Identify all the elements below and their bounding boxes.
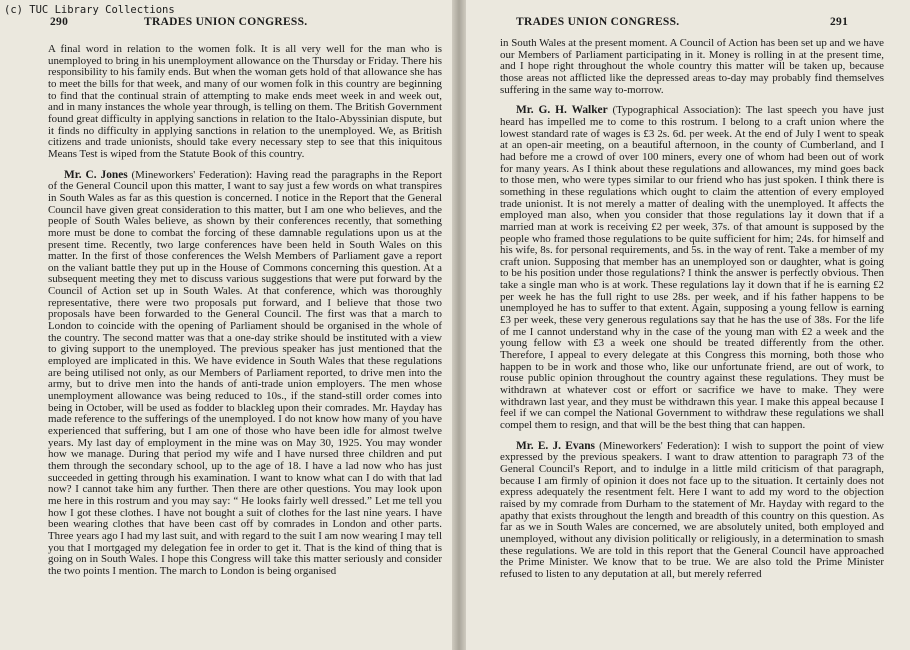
library-watermark: (c) TUC Library Collections — [4, 4, 175, 16]
paragraph — [48, 44, 442, 161]
running-head: TRADES UNION CONGRESS. — [516, 16, 680, 28]
paragraph-text: A final word in relation to the women folk. It is all very well for the man who is unemployed to bring in his unemployment allowance on the Thursday or Friday. There his responsibility to his family ends. But when the woman gets hold of that allowance she has to meet the bills for that week, and many of our women folk in this country are beginning to find that the continual strain of attempting to make ends meet week in and week out, and in many instances the whole year through, is telling on them. The British Government found great difficulty in applying sanctions in relation to the Italo-Abyssinian dispute, but it finds no difficulty in applying sanctions in relation to the unemployed. We, as British citizens and trade unionists, should take every necessary step to see that this iniquitous Means Test is wiped from the Statute Book of this country. — [48, 43, 442, 160]
right-page-text — [500, 38, 884, 581]
right-page — [466, 0, 910, 650]
book-gutter — [452, 0, 466, 650]
running-head: TRADES UNION CONGRESS. — [144, 16, 308, 28]
paragraph-text: (Mineworkers' Federation): Having read the paragraphs in the Report of the General Council upon this matter, I want to say just a few words on what transpires in South Wales as far as this question is concerned. I notice in the Report that the General Council have given great consideration to this matter, but I am one who believes, and the people of South Wales believe, as shown by their conferences recently, that something more must be done to combat the forcing of these damnable regulations upon us at the present time. Recently, two large conferences have been held in South Wales on this matter. In the first of those conferences the Welsh Members of Parliament gave a report on the valiant battle they put up in the House of Commons concerning this question. At a subsequent meeting they met to discuss various suggestions that were put forward by the Council of Action set up in South Wales. At that conference, which was thoroughly representative, there were two proposals put forward, and I believe that those two proposals have been forwarded to the General Council. The first was that a march to London to coincide with the opening of Parliament should be organised in the whole of the country. The second matter was that a one-day strike should be instituted with a view to giving support to the unemployed. The previous speaker has just mentioned that the employed are implicated in this. We have evidence in South Wales that these regulations are being utilised not only, as our Members of Parliament reported, to drive men into the army, but to drive men into the hands of anti-trade union employers. The men whose unemployment allowance was being reduced to 10s., if the stand-still order comes into being in October, will be used as fodder to blackleg upon their comrades. Mr. Hayday has made reference to the sufferings of the unemployed. I do not know how many of you have experienced that suffering, but I am one of those who have been idle for almost twelve years. My last day of employment in the mine was on May 30, 1925. You may wonder how we manage. During that period my wife and I have nursed three children and put them through the secondary school, up to the age of 18. I have a lad now who has just succeeded in getting through his examination. I want to know what can I do with that lad now? I cannot take him any further. Then there are other questions. You may look upon me here in this rostrum and you may say: “ He looks fairly well dressed.” Let me tell you how I got these clothes. I have not bought a suit of clothes for the last nine years. I have been wearing clothes that have been cast off by comrades in London and other parts. Three years ago I had my last suit, and with regard to the suit I am now wearing I may tell you that I mortgaged my delegation fee in order to get it. That is the kind of thing that is going on in South Wales. I hope this Congress will take this matter seriously and consider the two points I mention. The march to London is being organised — [48, 168, 443, 577]
speaker-name: Mr. E. J. Evans — [516, 439, 595, 452]
speaker-name: Mr. C. Jones — [64, 168, 128, 181]
paragraph — [500, 38, 884, 96]
speaker-name: Mr. G. H. Walker — [516, 104, 608, 117]
page-number: 290 — [50, 16, 69, 28]
paragraph-text: in South Wales at the present moment. A Council of Action has been set up and we have our Members of Parliament participating in it. Money is rolling in at the present time, and I hope right throughout the whole country this matter will be taken up, because those areas not afflicted like the depressed areas to-day may probably find themselves suffering in the same way to-morrow. — [500, 37, 884, 96]
left-page — [0, 0, 452, 650]
right-page-header — [466, 16, 910, 32]
paragraph — [500, 105, 884, 431]
paragraph-text: (Typographical Association): The last speech you have just heard has impelled me to come to this rostrum. I belong to a craft union where the lowest standard rate of wages is £3 2s. 6d. per week. At the end of July I went to speak at an open-air meeting, on a beautiful afternoon, in the county of Cumberland, and I had before me a crowd of over 100 miners, every one of whom had been out of work for many years. As I think about these regulations and allowances, my mind goes back to those men, who were types similar to our friend who has just spoken. I think there is something in these regulations which ought to claim the attention of every employed trade unionist. It is not merely a matter of dealing with the unemployed. It affects the employed man also, when you consider that those regulations lay it down that if a married man at work is receiving £2 per week, 37s. of that amount is supposed by the people who framed those regulations to be quite sufficient for him; 24s. for himself and his wife, 8s. for personal requirements, and 5s. in the way of rent. Take a member of my craft union. Supposing that member has an unemployed son or daughter, what is going to be his position under those regulations? I think the answer is perfectly obvious. Then take a single man who is at work. These regulations lay it down that if he is earning £2 per week he has the full right to use 28s. per week, and if his father happens to be unemployed he has to suffer to that extent. Again, supposing a young fellow is earning £3 per week, these very generous regulations say that he has the use of 38s. For the life of me I cannot understand why in the case of the young man with £2 a week and the young fellow with £3 a week one should be treated differently from the other. Therefore, I appeal to every delegate at this Congress this morning, both those who happen to be in work and those who, like our unfortunate friend, are out of work, to rouse public opinion throughout the country against these regulations. They must be withdrawn at whatever cost or effort or sacrifice we have to make. They were withdrawn last year, and they must be withdrawn this year. I make this appeal because I feel if we can compel the National Government to withdraw these regulations we shall compel them to resign, and that will be the best thing that can happen. — [500, 104, 884, 431]
left-page-text — [48, 44, 442, 578]
page-number: 291 — [830, 16, 849, 28]
paragraph — [48, 170, 442, 578]
paragraph — [500, 441, 884, 581]
paragraph-text: (Mineworkers' Federation): I wish to support the point of view expressed by the previous speakers. I want to draw attention to paragraph 73 of the General Council's Report, and to indulge in a little mild criticism of that paragraph, because I am firmly of opinion it does not face up to the situation. It certainly does not express adequately the resentment felt. Here I want to add my word to the objection raised by my comrade from Durham to the statement of Mr. Hayday with regard to the apathy that exists throughout the length and breadth of this country on this question. As far as we in South Wales are concerned, we are absolutely united, both employed and unemployed, without any division politically or religiously, in a determination to smash these regulations. We are told in this report that the General Council have approached the Prime Minister. We know that to be true. We are also told the Prime Minister refused to listen to any deputation at all, but merely referred — [500, 439, 884, 580]
left-page-header — [0, 16, 452, 32]
